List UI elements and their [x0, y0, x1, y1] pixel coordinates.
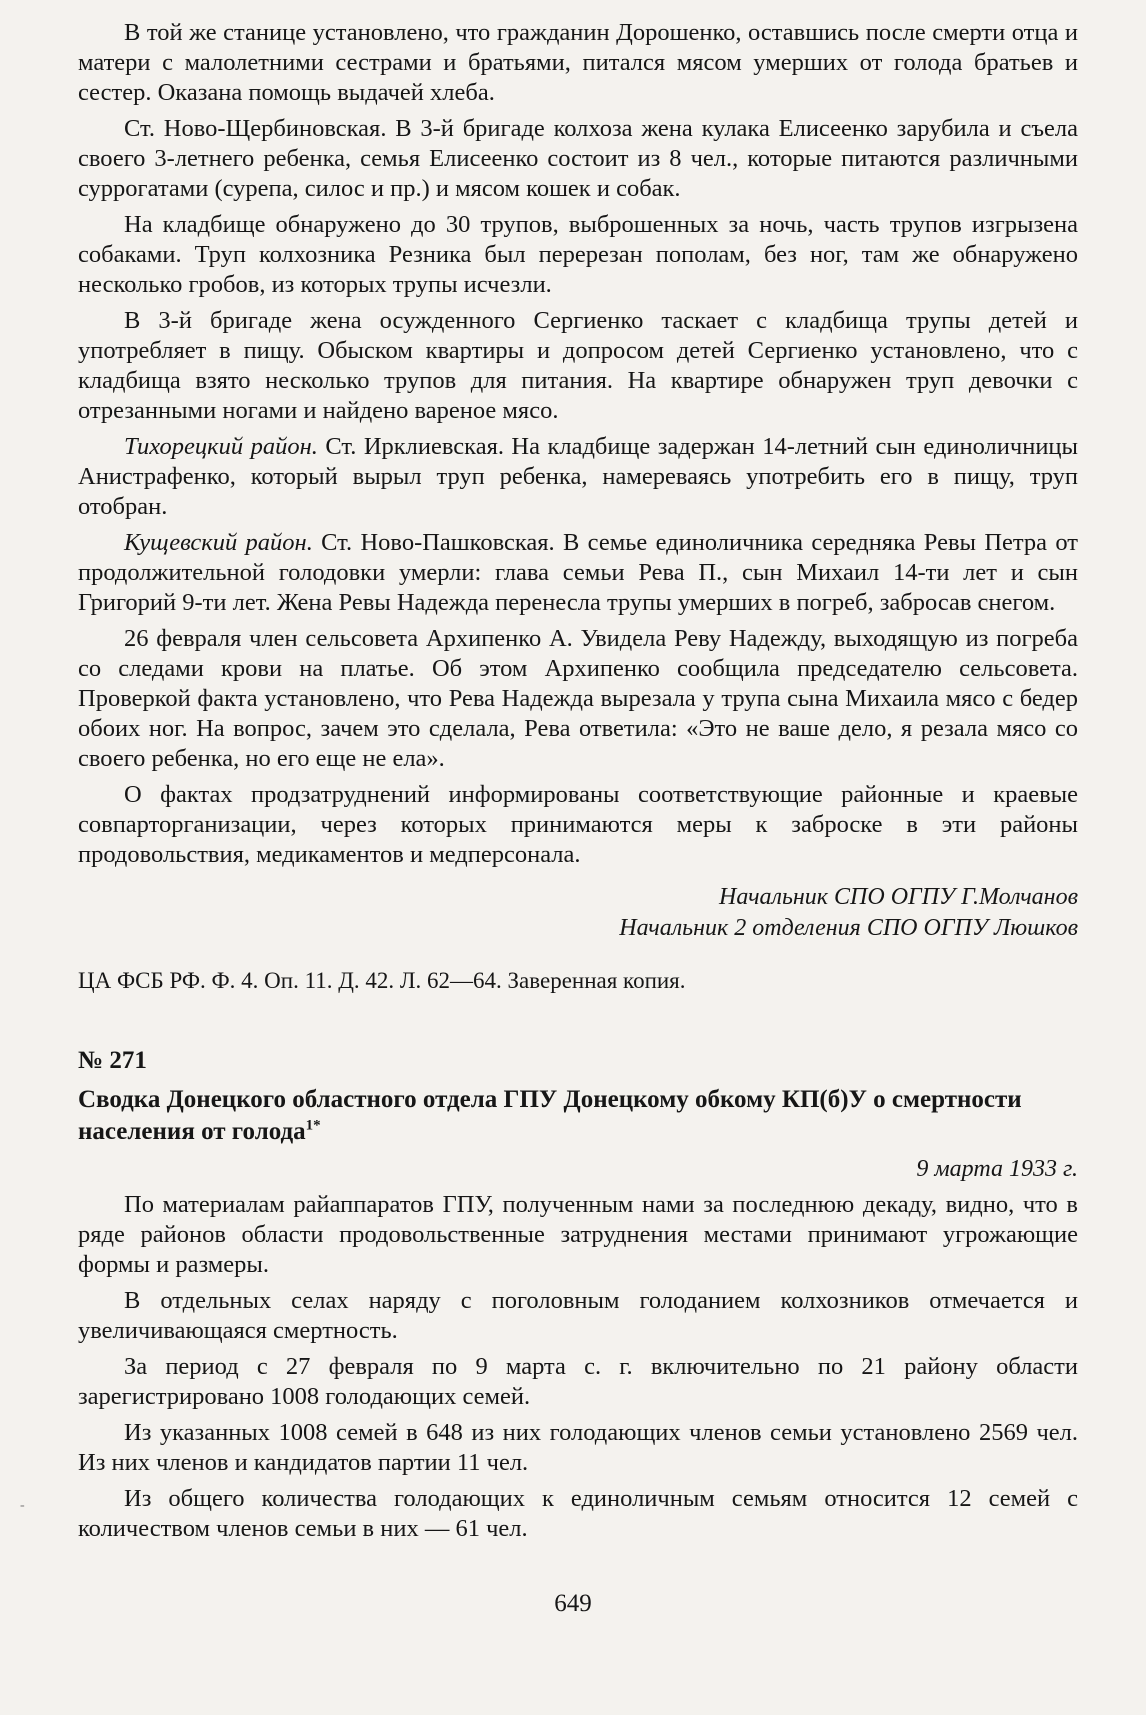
footnote-mark: 1*	[305, 1117, 321, 1134]
archive-reference: ЦА ФСБ РФ. Ф. 4. Оп. 11. Д. 42. Л. 62—64. Заверенная копия.	[78, 968, 686, 993]
paragraph-text: Ст. Ирклиевская. На кладбище задержан 14-летний сын единоличницы Анистрафенко, который вырыл труп ребенка, намереваясь употребить его в пищу, труп отобран.	[78, 433, 1078, 520]
paragraph: 26 февраля член сельсовета Архипенко А. Увидела Реву Надежду, выходящую из погреба со следами крови на платье. Об этом Архипенко сообщила председателю сельсовета. Проверкой факта установлено, что Рева Надежда вырезала у трупа сына Михаила мясо с бедер обоих ног. На вопрос, зачем это сделала, Рева ответила: «Это не ваше дело, я резала мясо со своего ребенка, но его еще не ела».	[78, 625, 1078, 772]
signature: Начальник СПО ОГПУ Г.Молчанов	[719, 884, 1078, 910]
paragraph: На кладбище обнаружено до 30 трупов, выброшенных за ночь, часть трупов изгрызена собаками. Труп колхозника Резника был перерезан пополам, без ног, там же обнаружено несколько гробов, из которых трупы исчезли.	[78, 211, 1078, 298]
margin-mark: -	[20, 1498, 25, 1513]
document-title	[78, 1084, 1078, 1148]
paragraph: В той же станице установлено, что гражданин Дорошенко, оставшись после смерти отца и матери с малолетними сестрами и братьями, питался мясом умерших от голода братьев и сестер. Оказана помощь выдачей хлеба.	[78, 19, 1078, 106]
signature: Начальник 2 отделения СПО ОГПУ Люшков	[619, 915, 1078, 941]
document-title-text: Сводка Донецкого областного отдела ГПУ Донецкому обкому КП(б)У о смертности населения от голода	[78, 1086, 1022, 1145]
region-name: Тихорецкий район.	[124, 433, 318, 460]
paragraph: Из общего количества голодающих к единоличным семьям относится 12 семей с количеством членов семьи в них — 61 чел.	[78, 1485, 1078, 1542]
paragraph-text: Ст. Ново-Пашковская. В семье единоличника середняка Ревы Петра от продолжительной голодовки умерли: глава семьи Рева П., сын Михаил 14-ти лет и сын Григорий 9-ти лет. Жена Ревы Надежда перенесла трупы умерших в погреб, забросав снегом.	[78, 529, 1078, 616]
paragraph-kushchevsk	[78, 528, 1078, 618]
paragraph: В отдельных селах наряду с поголовным голоданием колхозников отмечается и увеличивающаяся смертность.	[78, 1287, 1078, 1344]
paragraph: В 3-й бригаде жена осужденного Сергиенко таскает с кладбища трупы детей и употребляет в пищу. Обыском квартиры и допросом детей Сергиенко установлено, что с кладбища взято несколько трупов для питания. На квартире обнаружен труп девочки с отрезанными ногами и найдено вареное мясо.	[78, 307, 1078, 424]
document-date: 9 марта 1933 г.	[916, 1156, 1078, 1182]
text-column	[78, 18, 1078, 1544]
document-number: № 271	[78, 1047, 147, 1074]
paragraph: По материалам райаппаратов ГПУ, полученным нами за последнюю декаду, видно, что в ряде районов области продовольственные затруднения местами принимают угрожающие формы и размеры.	[78, 1191, 1078, 1278]
page-number: 649	[554, 1590, 592, 1617]
paragraph: Из указанных 1008 семей в 648 из них голодающих членов семьи установлено 2569 чел. Из них членов и кандидатов партии 11 чел.	[78, 1419, 1078, 1476]
paragraph: Ст. Ново-Щербиновская. В 3-й бригаде колхоза жена кулака Елисеенко зарубила и съела своего 3-летнего ребенка, семья Елисеенко состоит из 8 чел., которые питаются различными суррогатами (сурепа, силос и пр.) и мясом кошек и собак.	[78, 115, 1078, 202]
paragraph: За период с 27 февраля по 9 марта с. г. включительно по 21 району области зарегистрировано 1008 голодающих семей.	[78, 1353, 1078, 1410]
region-name: Кущевский район.	[124, 529, 313, 556]
paragraph: О фактах продзатруднений информированы соответствующие районные и краевые совпарторганизации, через которых принимаются меры к заброске в эти районы продовольствия, медикаментов и медперсонала.	[78, 781, 1078, 868]
paragraph-tikhoretsk	[78, 432, 1078, 522]
